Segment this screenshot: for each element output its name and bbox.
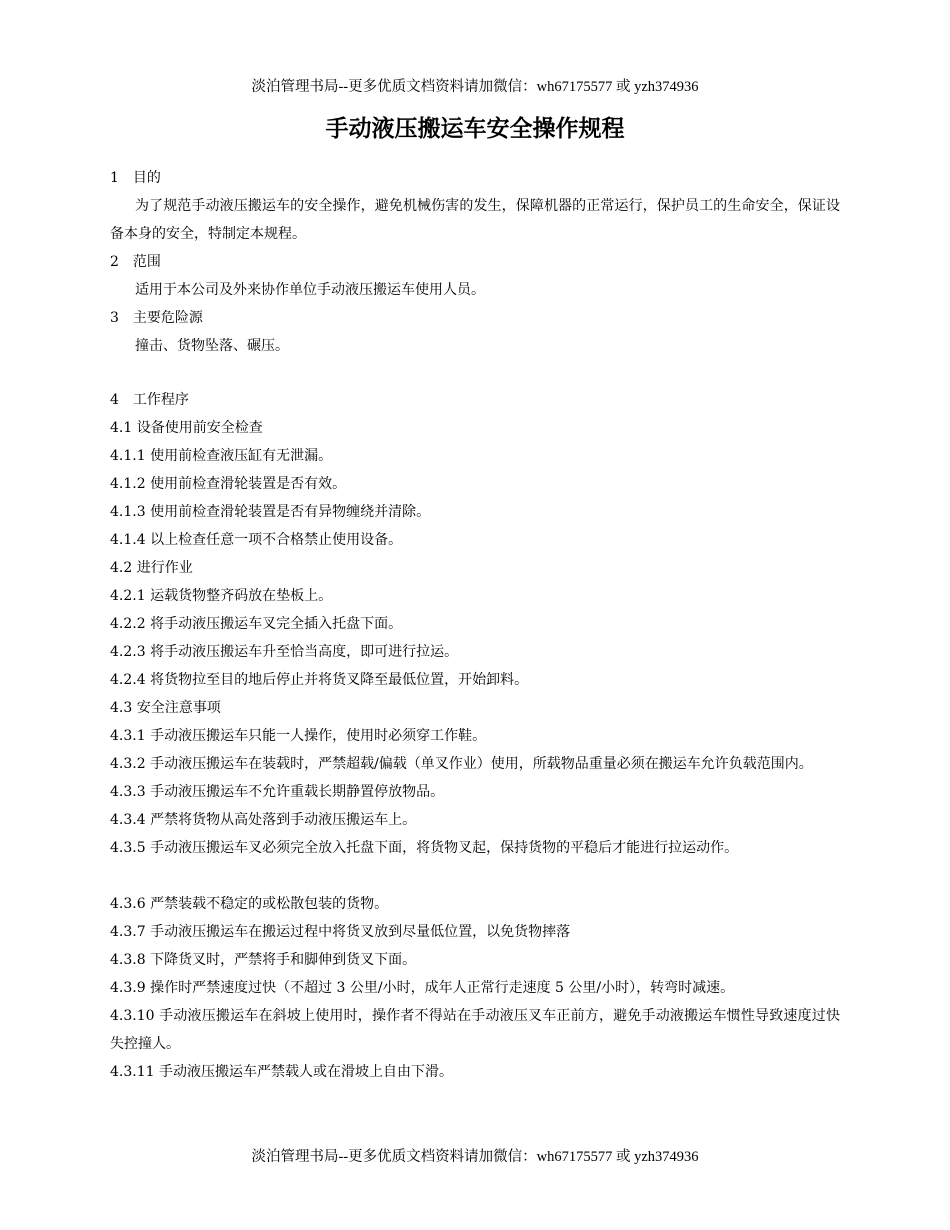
item-4-3-8: 4.3.8 下降货叉时，严禁将手和脚伸到货叉下面。 — [110, 952, 417, 968]
item-4-3-7: 4.3.7 手动液压搬运车在搬运过程中将货叉放到尽量低位置，以免货物摔落 — [110, 924, 571, 940]
section-3-text: 撞击、货物坠落、碾压。 — [135, 338, 289, 354]
section-1-heading: 1 目的 — [110, 170, 161, 186]
spacer — [110, 862, 840, 890]
item-4-3-10: 4.3.10 手动液压搬运车在斜坡上使用时，操作者不得站在手动液压叉车正前方，避免手动液搬运车惯性导致速度过快失控撞人。 — [110, 1008, 840, 1052]
item-4-1-4: 4.1.4 以上检查任意一项不合格禁止使用设备。 — [110, 532, 403, 548]
item-4-3-9: 4.3.9 操作时严禁速度过快（不超过 3 公里/小时，成年人正常行走速度 5 公里/小时），转弯时减速。 — [110, 980, 735, 996]
item-4-2: 4.2 进行作业 — [110, 560, 193, 576]
item-4-3-11: 4.3.11 手动液压搬运车严禁载人或在滑坡上自由下滑。 — [110, 1064, 453, 1080]
item-4-2-3: 4.2.3 将手动液压搬运车升至恰当高度，即可进行拉运。 — [110, 644, 459, 660]
item-4-1-3: 4.1.3 使用前检查滑轮装置是否有异物缠绕并清除。 — [110, 504, 431, 520]
item-4-3-2: 4.3.2 手动液压搬运车在装载时，严禁超载/偏载（单叉作业）使用，所载物品重量必须在搬运车允许负载范围内。 — [110, 756, 813, 772]
page-footer: 淡泊管理书局--更多优质文档资料请加微信：wh67175577 或 yzh374936 — [251, 1149, 699, 1165]
item-4-1: 4.1 设备使用前安全检查 — [110, 420, 263, 436]
item-4-2-1: 4.2.1 运载货物整齐码放在垫板上。 — [110, 588, 333, 604]
item-4-2-4: 4.2.4 将货物拉至目的地后停止并将货叉降至最低位置，开始卸料。 — [110, 672, 529, 688]
section-2-heading: 2 范围 — [110, 254, 161, 270]
item-4-3: 4.3 安全注意事项 — [110, 700, 221, 716]
document-body — [110, 164, 840, 1086]
item-4-1-1: 4.1.1 使用前检查液压缸有无泄漏。 — [110, 448, 333, 464]
item-4-1-2: 4.1.2 使用前检查滑轮装置是否有效。 — [110, 476, 347, 492]
item-4-3-3: 4.3.3 手动液压搬运车不允许重载长期静置停放物品。 — [110, 784, 445, 800]
item-4-3-6: 4.3.6 严禁装载不稳定的或松散包装的货物。 — [110, 896, 389, 912]
item-4-3-1: 4.3.1 手动液压搬运车只能一人操作，使用时必须穿工作鞋。 — [110, 728, 487, 744]
item-4-3-4: 4.3.4 严禁将货物从高处落到手动液压搬运车上。 — [110, 812, 417, 828]
section-2-text: 适用于本公司及外来协作单位手动液压搬运车使用人员。 — [135, 282, 485, 298]
item-4-3-5: 4.3.5 手动液压搬运车叉必须完全放入托盘下面，将货物叉起，保持货物的平稳后才能进行拉运动作。 — [110, 840, 739, 856]
page-header: 淡泊管理书局--更多优质文档资料请加微信：wh67175577 或 yzh374936 — [251, 79, 699, 95]
section-4-heading: 4 工作程序 — [110, 392, 189, 408]
spacer — [110, 360, 840, 386]
page-title: 手动液压搬运车安全操作规程 — [325, 116, 625, 142]
section-3-heading: 3 主要危险源 — [110, 310, 203, 326]
item-4-2-2: 4.2.2 将手动液压搬运车叉完全插入托盘下面。 — [110, 616, 403, 632]
section-1-text: 为了规范手动液压搬运车的安全操作，避免机械伤害的发生，保障机器的正常运行，保护员工的生命安全，保证设备本身的安全，特制定本规程。 — [110, 198, 840, 242]
